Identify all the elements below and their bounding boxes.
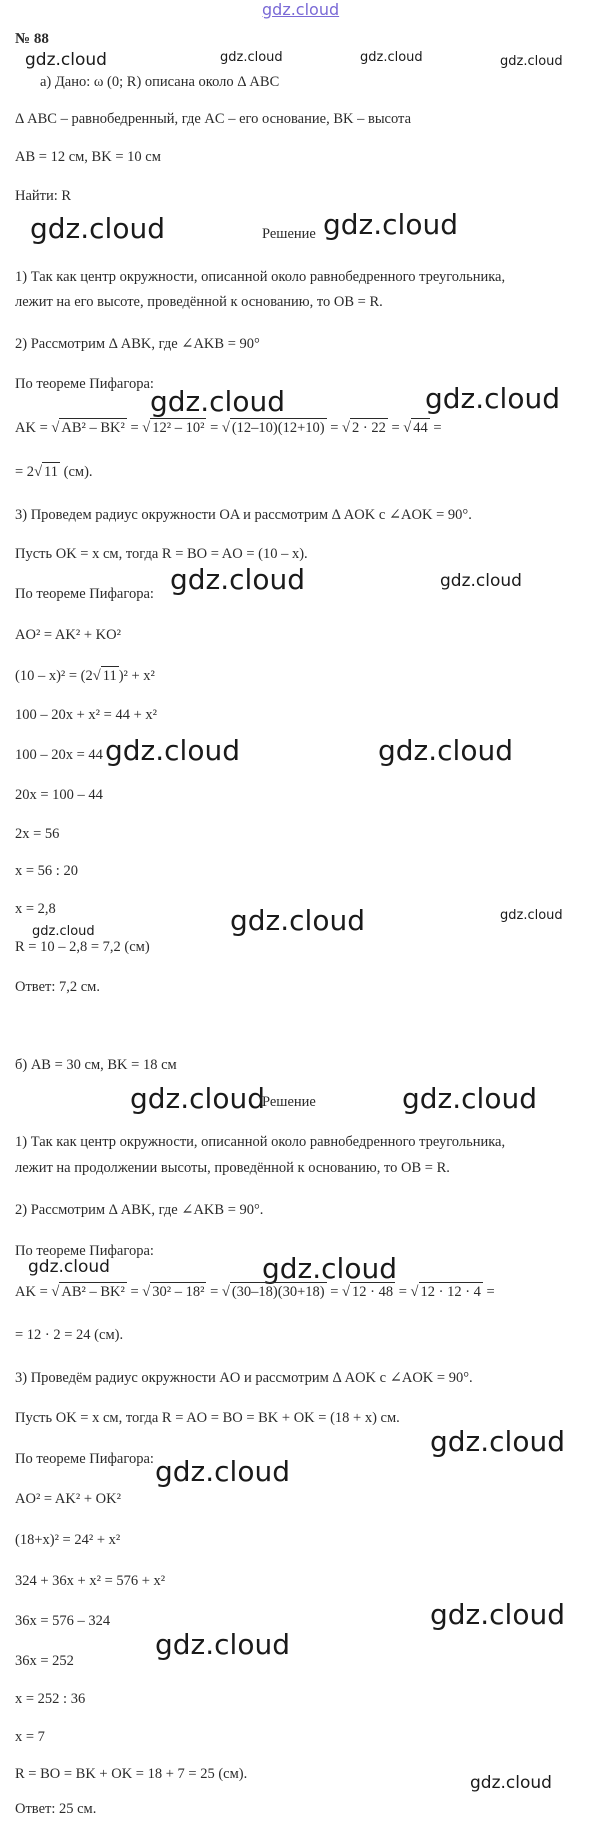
sqrt-sign: √ 2 · 22	[342, 420, 386, 436]
theorem-line: По теореме Пифагора:	[15, 376, 154, 392]
radicand: 12 · 48	[352, 1284, 394, 1300]
step-line: 2) Рассмотрим Δ ABK, где ∠AKB = 90°	[15, 336, 260, 352]
watermark: gdz.cloud	[425, 382, 560, 415]
watermark: gdz.cloud	[155, 1628, 290, 1661]
ak-lhs: AK =	[15, 420, 52, 436]
step-line: 3) Проведём радиус окружности AO и рассмотрим Δ AOK с ∠AOK = 90°.	[15, 1370, 473, 1386]
radicand: (12–10)(12+10)	[231, 420, 325, 436]
equation: x = 2,8	[15, 901, 56, 917]
sqrt-sign: √ 30² – 18²	[142, 1284, 205, 1300]
step-line: лежит на его высоте, проведённой к основанию, то OB = R.	[15, 294, 383, 310]
radicand: 11	[44, 464, 58, 480]
ak-formula: AK = √ AB² – BK² = √ 30² – 18² = √ (30–18)(30+18) = √ 12 · 48 = √ 12 · 12 · 4 =	[15, 1284, 495, 1300]
equation: 36x = 576 – 324	[15, 1613, 111, 1629]
watermark: gdz.cloud	[155, 1455, 290, 1488]
step-line: лежит на продолжении высоты, проведённой к основанию, то OB = R.	[15, 1160, 450, 1176]
watermark: gdz.cloud	[170, 563, 305, 596]
solution-heading: Решение	[262, 1094, 316, 1110]
equation: R = BO = BK + OK = 18 + 7 = 25 (см).	[15, 1766, 248, 1782]
radicand: 44	[413, 420, 428, 436]
equation: 36x = 252	[15, 1653, 74, 1669]
find-line: Найти: R	[15, 188, 72, 204]
equation: AO² = AK² + KO²	[15, 627, 121, 643]
sqrt-sign: √ AB² – BK²	[51, 1284, 125, 1300]
step-line: 3) Проведем радиус окружности OA и рассмотрим Δ AOK с ∠AOK = 90°.	[15, 507, 472, 523]
watermark: gdz.cloud	[105, 734, 240, 767]
equation: 2x = 56	[15, 826, 60, 842]
equation: (18+x)² = 24² + x²	[15, 1532, 121, 1548]
radicand: (30–18)(30+18)	[231, 1284, 325, 1300]
watermark: gdz.cloud	[28, 1257, 110, 1277]
radicand: AB² – BK²	[61, 420, 125, 436]
sqrt-sign: √ (12–10)(12+10)	[221, 420, 325, 436]
given-line: Δ ABC – равнобедренный, где AC – его основание, BK – высота	[15, 111, 412, 127]
watermark: gdz.cloud	[470, 1773, 552, 1793]
sqrt-sign: √ AB² – BK²	[51, 420, 125, 436]
equation: x = 56 : 20	[15, 863, 78, 879]
watermark: gdz.cloud	[402, 1082, 537, 1115]
ak-result: = 12 · 2 = 24 (см).	[15, 1327, 124, 1343]
sqrt-sign: √ (30–18)(30+18)	[221, 1284, 325, 1300]
step-line: 1) Так как центр окружности, описанной около равнобедренного треугольника,	[15, 1134, 506, 1150]
text: (см).	[60, 464, 93, 480]
given-line: а) Дано: ω (0; R) описана около Δ ABC	[40, 74, 280, 90]
problem-title: № 88	[15, 31, 49, 47]
equation	[15, 666, 155, 685]
theorem-line: По теореме Пифагора:	[15, 1451, 154, 1467]
step-line: 1) Так как центр окружности, описанной около равнобедренного треугольника,	[15, 269, 506, 285]
watermark-top[interactable]: gdz.cloud	[262, 0, 340, 19]
sqrt-sign: √ 12 · 12 · 4	[410, 1284, 481, 1300]
watermark: gdz.cloud	[130, 1082, 265, 1115]
watermark: gdz.cloud	[500, 54, 563, 69]
solution-heading: Решение	[262, 226, 316, 242]
text: (10 – x)² = (2	[15, 668, 93, 684]
theorem-line: По теореме Пифагора:	[15, 586, 154, 602]
watermark: gdz.cloud	[262, 1252, 397, 1285]
watermark: gdz.cloud	[500, 908, 563, 923]
given-line: AB = 12 см, BK = 10 см	[15, 149, 161, 165]
radicand: 11	[102, 668, 117, 684]
watermark: gdz.cloud	[430, 1425, 565, 1458]
step-line: 2) Рассмотрим Δ ABK, где ∠AKB = 90°.	[15, 1202, 264, 1218]
radicand: 12 · 12 · 4	[420, 1284, 481, 1300]
watermark: gdz.cloud	[32, 924, 95, 939]
sqrt-sign: √ 12² – 10²	[142, 420, 205, 436]
sqrt-sign: √ 12 · 48	[342, 1284, 394, 1300]
let-line: Пусть OK = x см, тогда R = BO = AO = (10 – x).	[15, 546, 308, 562]
radicand: AB² – BK²	[61, 1284, 125, 1300]
sqrt-sign: √ 11	[34, 464, 58, 480]
radicand: 2 · 22	[352, 420, 386, 436]
watermark: gdz.cloud	[360, 50, 423, 65]
ak-lhs: AK =	[15, 1284, 52, 1300]
watermark: gdz.cloud	[378, 734, 513, 767]
text: )² + x²	[118, 668, 155, 684]
watermark: gdz.cloud	[30, 212, 165, 245]
watermark: gdz.cloud	[25, 50, 107, 70]
watermark: gdz.cloud	[430, 1598, 565, 1631]
watermark: gdz.cloud	[440, 571, 522, 591]
ak-result	[15, 462, 93, 481]
watermark: gdz.cloud	[323, 208, 458, 241]
theorem-line: По теореме Пифагора:	[15, 1243, 154, 1259]
watermark: gdz.cloud	[230, 904, 365, 937]
radicand: 30² – 18²	[152, 1284, 205, 1300]
equation: 100 – 20x + x² = 44 + x²	[15, 707, 157, 723]
equation: AO² = AK² + OK²	[15, 1491, 121, 1507]
let-line: Пусть OK = x см, тогда R = AO = BO = BK + OK = (18 + x) см.	[15, 1410, 400, 1426]
equation: 324 + 36x + x² = 576 + x²	[15, 1573, 166, 1589]
equation: x = 7	[15, 1729, 45, 1745]
given-line: б) AB = 30 см, BK = 18 см	[15, 1057, 177, 1073]
sqrt-sign: √ 44	[403, 420, 428, 436]
equation: x = 252 : 36	[15, 1691, 86, 1707]
equation: 20x = 100 – 44	[15, 787, 103, 803]
watermark: gdz.cloud	[220, 50, 283, 65]
answer-line: Ответ: 7,2 см.	[15, 979, 100, 995]
equation: 100 – 20x = 44	[15, 747, 103, 763]
ak-formula: AK = √ AB² – BK² = √ 12² – 10² = √ (12–10)(12+10) = √ 2 · 22 = √ 44 =	[15, 420, 442, 436]
watermark: gdz.cloud	[150, 385, 285, 418]
radicand: 12² – 10²	[152, 420, 205, 436]
equation: R = 10 – 2,8 = 7,2 (см)	[15, 939, 150, 955]
sqrt-sign: √ 11	[92, 668, 117, 684]
text: = 2	[15, 464, 35, 480]
answer-line: Ответ: 25 см.	[15, 1801, 97, 1817]
